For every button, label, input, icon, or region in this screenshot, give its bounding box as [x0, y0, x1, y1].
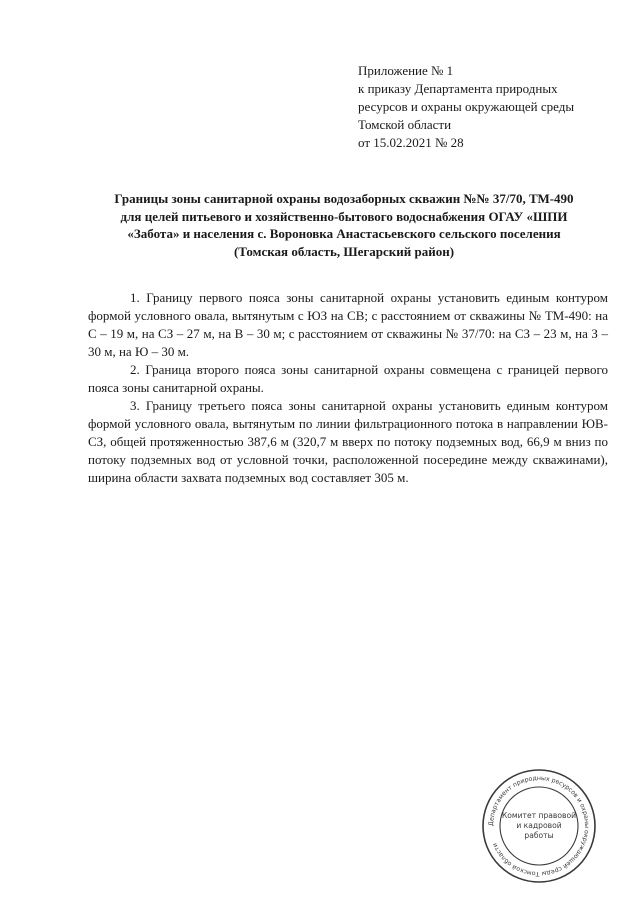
paragraph-3: 3. Границу третьего пояса зоны санитарной охраны установить единым контуром формой условного овала, вытянутым по линии фильтрационного потока в направлении ЮВ-СЗ, общей протяженностью 387,6 м (320,7 м вверх по потоку подземных вод, 66,9 м вниз по потоку подземных вод от условной точки, расположенной посередине между скважинами), ширина области захвата подземных вод составляет 305 м.	[88, 398, 608, 485]
appendix-line: ресурсов и охраны окружающей среды	[358, 99, 575, 114]
stamp-center-line: Комитет правовой	[501, 811, 577, 820]
stamp-center-line: работы	[524, 831, 554, 840]
document-title	[80, 190, 608, 260]
title-line: для целей питьевого и хозяйственно-бытового водоснабжения ОГАУ «ШПИ	[120, 208, 568, 224]
document-body	[88, 289, 608, 487]
stamp-seal-icon	[480, 767, 598, 885]
official-stamp	[480, 767, 598, 885]
appendix-line: к приказу Департамента природных	[358, 81, 558, 96]
stamp-center-line: и кадровой	[516, 821, 562, 830]
title-line: Границы зоны санитарной охраны водозаборных скважин №№ 37/70, ТМ-490	[114, 191, 574, 206]
appendix-header	[358, 62, 618, 152]
title-line: «Забота» и населения с. Вороновка Анастасьевского сельского поселения	[127, 226, 561, 241]
appendix-line: Томской области	[358, 117, 452, 132]
stamp-ring-text: Департамент природных ресурсов и охраны окружающей среды Томской области	[487, 774, 591, 878]
appendix-line: от 15.02.2021 № 28	[358, 135, 464, 150]
title-line: (Томская область, Шегарский район)	[233, 243, 455, 259]
paragraph-2: 2. Граница второго пояса зоны санитарной охраны совмещена с границей первого пояса зоны санитарной охраны.	[88, 362, 608, 395]
paragraph-1: 1. Границу первого пояса зоны санитарной охраны установить единым контуром формой условного овала, вытянутым с ЮЗ на СВ; с расстоянием от скважины № ТМ-490: на С – 19 м, на СЗ – 27 м, на В – 30 м; с расстоянием от скважины № 37/70: на СЗ – 23 м, на З – 30 м, на Ю – 30 м.	[88, 290, 608, 359]
appendix-line: Приложение № 1	[358, 63, 454, 78]
